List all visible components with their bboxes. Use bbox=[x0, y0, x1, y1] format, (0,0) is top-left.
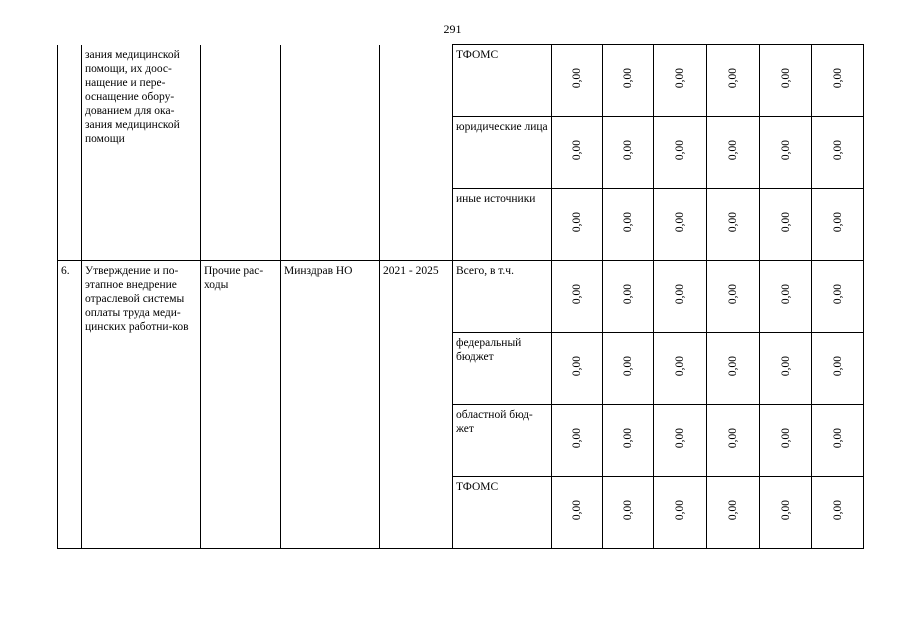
value-cell: 0,00 bbox=[760, 189, 812, 261]
value-cell: 0,00 bbox=[603, 405, 654, 477]
row-number-cell bbox=[58, 45, 82, 261]
expense-type-cell: Прочие рас-ходы bbox=[201, 261, 281, 549]
value-cell: 0,00 bbox=[603, 117, 654, 189]
value-cell: 0,00 bbox=[603, 45, 654, 117]
funding-source-cell: ТФОМС bbox=[453, 477, 552, 549]
measure-description-cell: зания медицинской помощи, их доос-нащение и пере-оснащение обору-дованием для ока-зания медицинской помощи bbox=[82, 45, 201, 261]
page-number: 291 bbox=[443, 22, 462, 36]
value-cell: 0,00 bbox=[654, 261, 707, 333]
value-cell: 0,00 bbox=[654, 477, 707, 549]
value-cell: 0,00 bbox=[603, 261, 654, 333]
executor-cell bbox=[281, 45, 380, 261]
value-cell: 0,00 bbox=[812, 261, 864, 333]
expense-type-cell bbox=[201, 45, 281, 261]
value-cell: 0,00 bbox=[760, 261, 812, 333]
value-cell: 0,00 bbox=[707, 45, 760, 117]
value-cell: 0,00 bbox=[552, 189, 603, 261]
program-table bbox=[57, 44, 864, 549]
value-cell: 0,00 bbox=[552, 261, 603, 333]
value-cell: 0,00 bbox=[760, 45, 812, 117]
value-cell: 0,00 bbox=[707, 477, 760, 549]
table-row bbox=[58, 261, 864, 333]
executor-cell: Минздрав НО bbox=[281, 261, 380, 549]
funding-source-cell: юридические лица bbox=[453, 117, 552, 189]
value-cell: 0,00 bbox=[552, 405, 603, 477]
value-cell: 0,00 bbox=[552, 333, 603, 405]
value-cell: 0,00 bbox=[654, 117, 707, 189]
value-cell: 0,00 bbox=[654, 45, 707, 117]
value-cell: 0,00 bbox=[760, 405, 812, 477]
measure-description-cell: Утверждение и по-этапное внедрение отраслевой системы оплаты труда меди-цинских работни-ков bbox=[82, 261, 201, 549]
period-cell bbox=[380, 45, 453, 261]
value-cell: 0,00 bbox=[812, 117, 864, 189]
value-cell: 0,00 bbox=[760, 333, 812, 405]
value-cell: 0,00 bbox=[707, 333, 760, 405]
value-cell: 0,00 bbox=[812, 333, 864, 405]
funding-source-cell: Всего, в т.ч. bbox=[453, 261, 552, 333]
funding-source-cell: иные источники bbox=[453, 189, 552, 261]
row-number-cell: 6. bbox=[58, 261, 82, 549]
value-cell: 0,00 bbox=[654, 333, 707, 405]
value-cell: 0,00 bbox=[707, 117, 760, 189]
value-cell: 0,00 bbox=[812, 405, 864, 477]
value-cell: 0,00 bbox=[812, 189, 864, 261]
value-cell: 0,00 bbox=[654, 189, 707, 261]
value-cell: 0,00 bbox=[603, 477, 654, 549]
value-cell: 0,00 bbox=[654, 405, 707, 477]
funding-source-cell: областной бюд-жет bbox=[453, 405, 552, 477]
value-cell: 0,00 bbox=[760, 477, 812, 549]
value-cell: 0,00 bbox=[552, 45, 603, 117]
value-cell: 0,00 bbox=[707, 189, 760, 261]
value-cell: 0,00 bbox=[707, 261, 760, 333]
period-cell: 2021 - 2025 bbox=[380, 261, 453, 549]
value-cell: 0,00 bbox=[552, 477, 603, 549]
value-cell: 0,00 bbox=[812, 477, 864, 549]
funding-source-cell: ТФОМС bbox=[453, 45, 552, 117]
value-cell: 0,00 bbox=[760, 117, 812, 189]
value-cell: 0,00 bbox=[603, 189, 654, 261]
funding-source-cell: федеральный бюджет bbox=[453, 333, 552, 405]
value-cell: 0,00 bbox=[603, 333, 654, 405]
value-cell: 0,00 bbox=[812, 45, 864, 117]
value-cell: 0,00 bbox=[552, 117, 603, 189]
table-row bbox=[58, 45, 864, 117]
value-cell: 0,00 bbox=[707, 405, 760, 477]
